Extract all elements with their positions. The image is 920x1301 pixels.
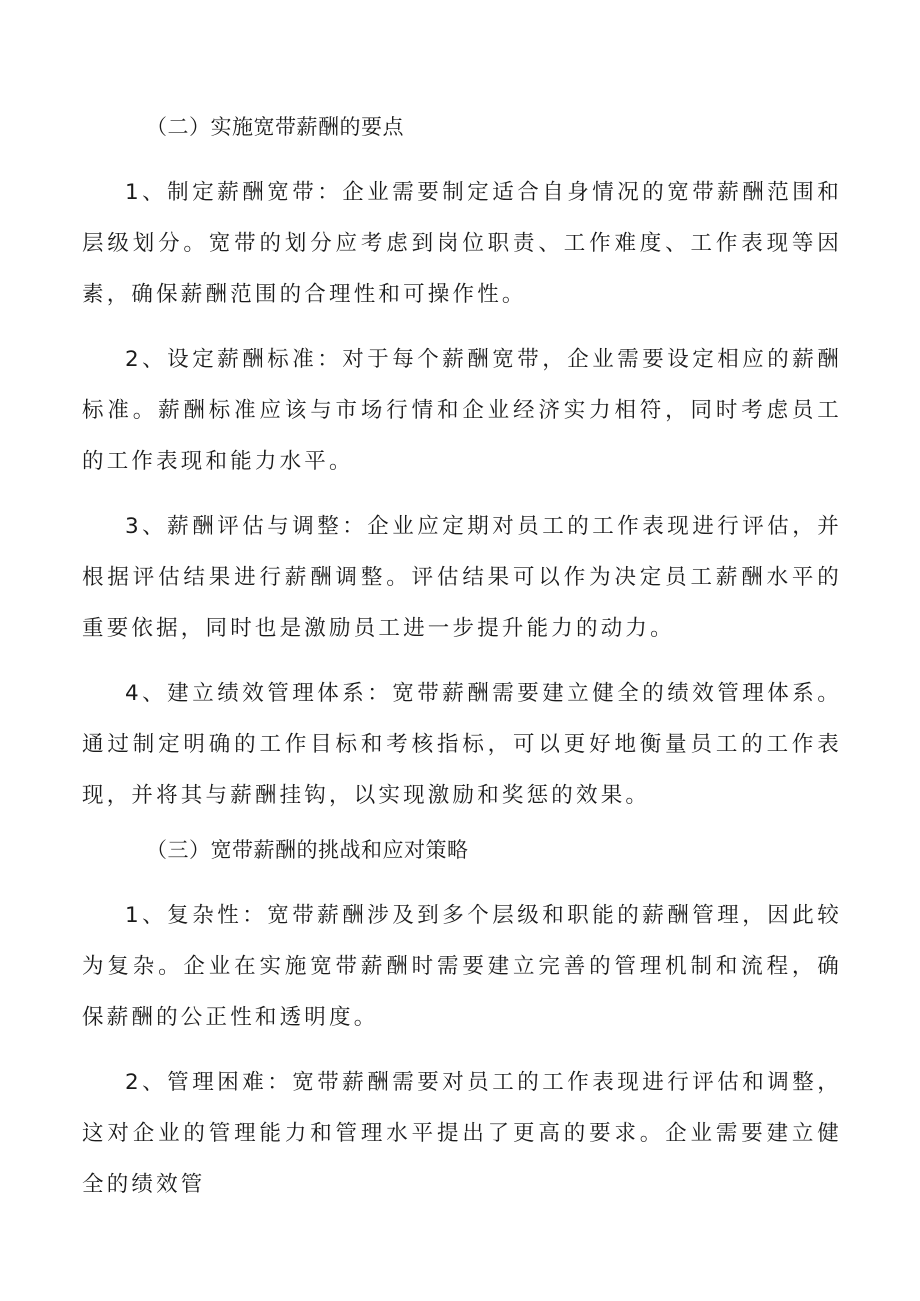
paragraph: 1、复杂性：宽带薪酬涉及到多个层级和职能的薪酬管理，因此较为复杂。企业在实施宽带薪酬时需要建立完善的管理机制和流程，确保薪酬的公正性和透明度。 (82, 903, 842, 1030)
paragraph: 2、管理困难：宽带薪酬需要对员工的工作表现进行评估和调整，这对企业的管理能力和管理水平提出了更高的要求。企业需要建立健全的绩效管 (82, 1070, 842, 1197)
paragraph: 2、设定薪酬标准：对于每个薪酬宽带，企业需要设定相应的薪酬标准。薪酬标准应该与市场行情和企业经济实力相符，同时考虑员工的工作表现和能力水平。 (82, 347, 842, 474)
section-heading: （三）宽带薪酬的挑战和应对策略 (146, 838, 469, 862)
section-heading: （二）实施宽带薪酬的要点 (146, 115, 404, 139)
paragraph: 1、制定薪酬宽带：企业需要制定适合自身情况的宽带薪酬范围和层级划分。宽带的划分应考虑到岗位职责、工作难度、工作表现等因素，确保薪酬范围的合理性和可操作性。 (82, 180, 842, 307)
paragraph: 3、薪酬评估与调整：企业应定期对员工的工作表现进行评估，并根据评估结果进行薪酬调整。评估结果可以作为决定员工薪酬水平的重要依据，同时也是激励员工进一步提升能力的动力。 (82, 514, 842, 641)
paragraph: 4、建立绩效管理体系：宽带薪酬需要建立健全的绩效管理体系。通过制定明确的工作目标和考核指标，可以更好地衡量员工的工作表现，并将其与薪酬挂钩，以实现激励和奖惩的效果。 (82, 681, 842, 808)
